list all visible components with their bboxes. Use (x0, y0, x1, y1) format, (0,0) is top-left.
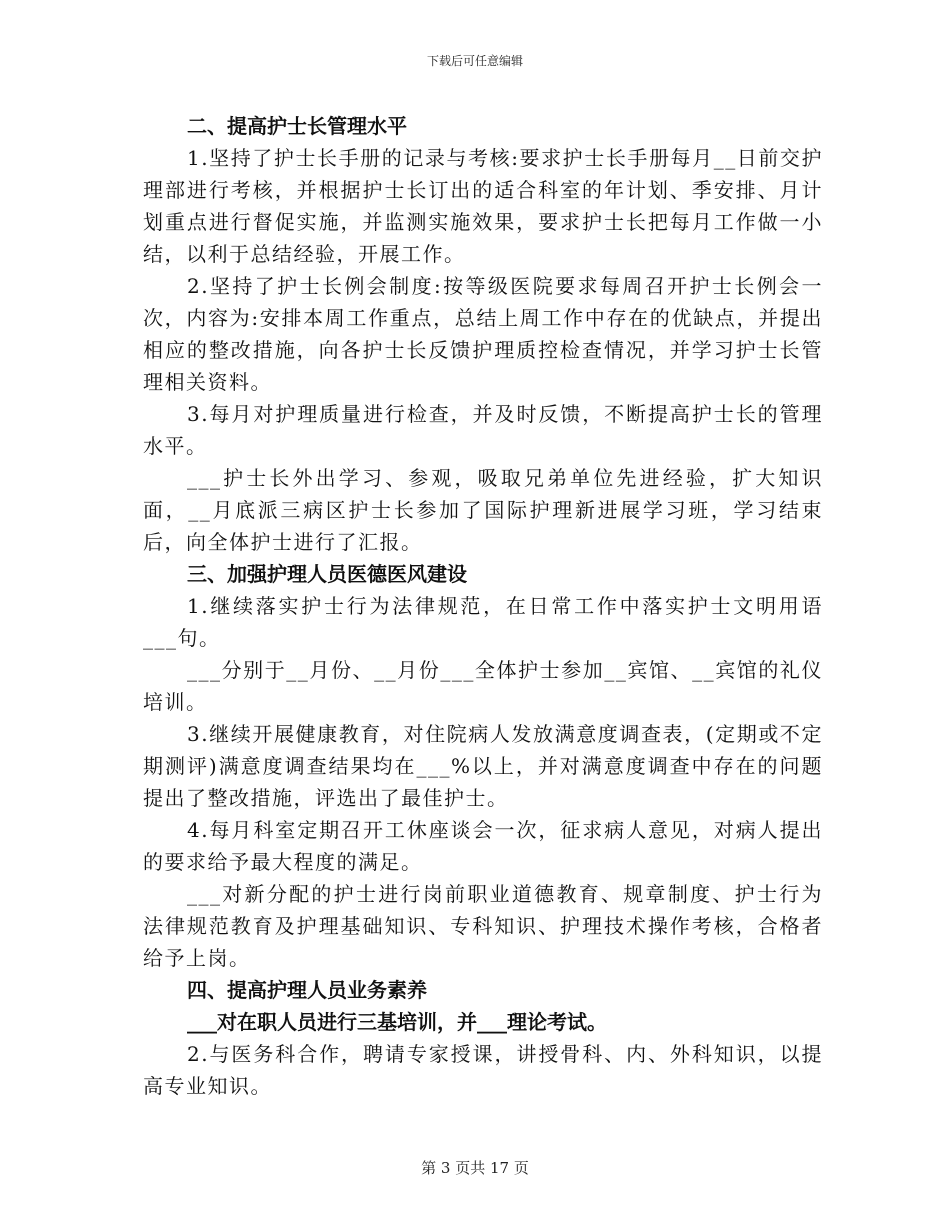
page-footer: 第 3 页共 17 页 (421, 1159, 529, 1177)
document-body (143, 110, 823, 1102)
paragraph: 3.继续开展健康教育，对住院病人发放满意度调查表，(定期或不定期测评)满意度调查结果均在___%以上，并对满意度调查中存在的问题提出了整改措施，评选出了最佳护士。 (143, 722, 823, 810)
paragraph: ___护士长外出学习、参观，吸取兄弟单位先进经验，扩大知识面，__月底派三病区护士长参加了国际护理新进展学习班，学习结束后，向全体护士进行了汇报。 (143, 466, 823, 554)
paragraph: 2.坚持了护士长例会制度:按等级医院要求每周召开护士长例会一次，内容为:安排本周工作重点，总结上周工作中存在的优缺点，并提出相应的整改措施，向各护士长反馈护理质控检查情况，并学习护士长管理相关资料。 (143, 274, 823, 394)
paragraph: ___分别于__月份、__月份___全体护士参加__宾馆、__宾馆的礼仪培训。 (143, 658, 823, 714)
paragraph: ___对新分配的护士进行岗前职业道德教育、规章制度、护士行为法律规范教育及护理基础知识、专科知识、护理技术操作考核，合格者给予上岗。 (143, 882, 823, 970)
bold-paragraph: ___对在职人员进行三基培训，并___理论考试。 (187, 1010, 607, 1034)
paragraph: 3.每月对护理质量进行检查，并及时反馈，不断提高护士长的管理水平。 (143, 402, 823, 458)
paragraph: 4.每月科室定期召开工休座谈会一次，征求病人意见，对病人提出的要求给予最大程度的满足。 (143, 818, 823, 874)
paragraph: 1.坚持了护士长手册的记录与考核:要求护士长手册每月__日前交护理部进行考核，并根据护士长订出的适合科室的年计划、季安排、月计划重点进行督促实施，并监测实施效果，要求护士长把每月工作做一小结，以利于总结经验，开展工作。 (143, 146, 823, 266)
section-heading: 三、加强护理人员医德医风建设 (187, 562, 467, 586)
section-heading: 二、提高护士长管理水平 (187, 114, 407, 138)
paragraph: 1.继续落实护士行为法律规范，在日常工作中落实护士文明用语___句。 (143, 594, 823, 650)
paragraph: 2.与医务科合作，聘请专家授课，讲授骨科、内、外科知识，以提高专业知识。 (143, 1042, 823, 1098)
page-header: 下载后可任意编辑 (426, 54, 523, 68)
section-heading: 四、提高护理人员业务素养 (187, 978, 427, 1002)
